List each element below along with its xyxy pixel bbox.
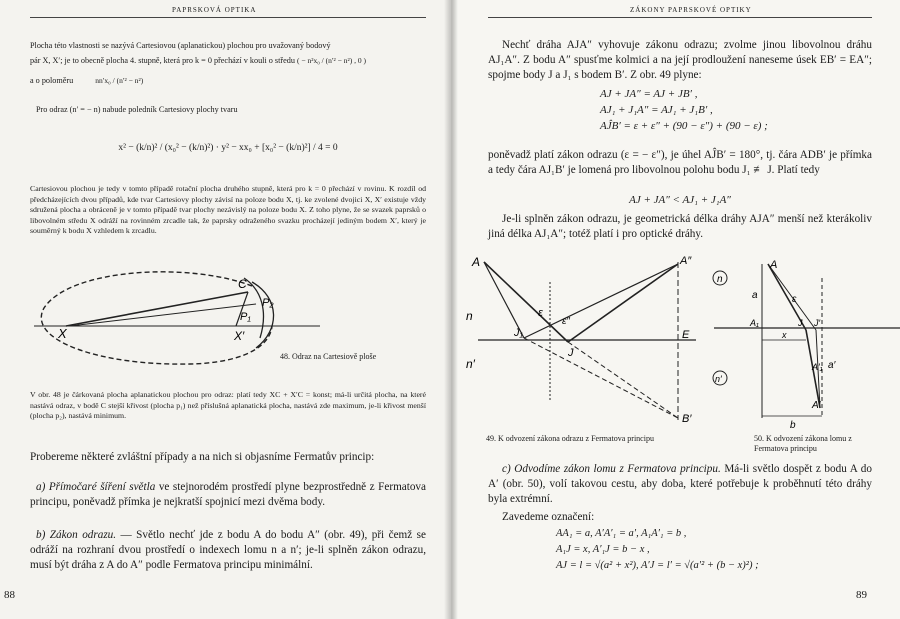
fig50-label-b: b: [790, 420, 796, 431]
fig49-ray-j1a2: [524, 264, 678, 338]
fig50-label-a-dim: a: [752, 290, 758, 301]
left-para-1: [30, 40, 426, 87]
right-eq2: AJ₁ + J₁A″ = AJ₁ + J₁B′ ,: [600, 104, 713, 116]
right-page-number: 89: [856, 589, 867, 601]
left-formula-radius: nn′x₀ / (n′² − n²): [95, 76, 144, 86]
fig48-label-xp: X′: [234, 329, 245, 343]
left-p7-text: — Světlo nechť jde z bodu A do bodu A″ (obr. 49), při čemž se odráží na rozhraní dvou prostředí o indexech lomu n a n′; je-li splněn zákon odrazu, musí být dráha z A do A″ podle Fermatova principu minimální.: [30, 529, 426, 572]
figure-49: [468, 252, 698, 430]
left-p7-label: b) Zákon odrazu.: [36, 529, 117, 541]
left-p1-line3: a o poloměru: [30, 76, 74, 86]
right-page: [450, 0, 900, 619]
right-p4-text: Má-li světlo dospět z bodu A do A′ (obr. 50), volí takovou cestu, aby doba, které potřebuje k proběhnutí této dráhy byla extrémní.: [488, 463, 872, 506]
figure-50: [712, 258, 900, 434]
left-p6-label: a) Přímočaré šíření světla: [36, 481, 156, 493]
left-para-6: [30, 480, 426, 510]
fig49-label-eps2: ε″: [562, 316, 570, 327]
left-running-head: PAPRSKOVÁ OPTIKA: [172, 6, 257, 14]
right-eq1: AJ + JA″ = AJ + JB′ ,: [600, 88, 698, 100]
fig49-label-j1: J₁: [514, 327, 523, 339]
fig48-ray-xc: [66, 292, 248, 326]
fig48-label-p2: P₂: [262, 297, 274, 309]
left-p1-line3-row: [30, 75, 426, 87]
book-gutter-shadow: [444, 0, 458, 619]
right-equations-2: [556, 526, 876, 574]
right-para-2: poněvadž platí zákon odrazu (ε = − ε″), je úhel AĴB′ = 180°, tj. čára ADB′ je přímka a tedy čára AJ₁B′ je lomená pro libovolnou polohu bodu J₁ ≢ J. Platí tedy: [488, 149, 872, 177]
fig50-label-ap: A′: [812, 400, 821, 411]
fig50-label-x: x: [782, 330, 787, 340]
left-para-2: Pro odraz (n′ = − n) nabude poledník Cartesiovy plochy tvaru: [36, 105, 238, 114]
right-eq7: AJ = l = √(a² + x²), A′J = l′ = √(a′² + (b − x)²) ;: [556, 560, 759, 571]
right-eq5: AA₁ = a, A′A′₁ = a′, A₁A′₁ = b ,: [556, 528, 687, 539]
fig50-label-j: J: [798, 318, 803, 328]
right-para-4: [488, 462, 872, 508]
fig50-label-eps: ε: [792, 294, 797, 305]
fig48-surface-p2: [252, 282, 274, 348]
fig48-label-p1: P₁: [240, 311, 251, 323]
right-p4-label: c) Odvodíme zákon lomu z Fermatova principu.: [502, 463, 721, 475]
fig48-label-x: X: [58, 326, 67, 341]
fig49-label-a: A: [472, 255, 481, 269]
right-eq6: A₁J = x, A′₁J = b − x ,: [556, 544, 650, 555]
fig50-label-np: n′: [715, 374, 722, 384]
right-head-rule: [488, 17, 872, 18]
fig49-label-a2: A″: [680, 255, 692, 267]
fig49-ray-aj: [484, 262, 568, 342]
left-p6-text: ve stejnorodém prostředí plyne bezprostředně z Fermatova principu, poněvadž přímka je nejkratší spojnicí mezi dvěma body.: [30, 481, 426, 509]
left-page-number: 88: [4, 589, 15, 601]
fig50-label-a: A: [770, 259, 778, 271]
fig49-label-j: J: [568, 347, 574, 359]
fig49-ray-ja2: [568, 264, 678, 342]
fig49-caption: 49. K odvození zákona odrazu z Fermatova principu: [486, 434, 654, 443]
left-equation-main: x² − (k/n)² / (x₀² − (k/n)²) · y² − xx₀ + [x₀² − (k/n)²] / 4 = 0: [118, 143, 338, 153]
left-p1-line2: pár X, X′; je to obecně plocha 4. stupně, která pro k = 0 přechází v kouli o středu: [30, 56, 295, 66]
right-para-1: Nechť dráha AJA″ vyhovuje zákonu odrazu; zvolme jinou libovolnou dráhu AJ₁A″. Z bodu A″ spusťme kolmici a na její prodloužení naneseme úsek EB′ = EA″; spojme body J a J₁ s bodem B′. Z obr. 49 plyne:: [488, 39, 872, 82]
left-para-3: Cartesiovou plochou je tedy v tomto případě rotační plocha druhého stupně, která pro k = 0 přechází v rovinu. K rozdíl od předcházejících dvou případů, kde tvar Cartesiovy plochy závisí na poloze bodu X, tj. ke zvolené dvojici X, X′ existuje vždy sdružená plocha a obráceně je v tomto případě tvar plochy nezávislý na poloze bodu X. Z toho plyne, že se svazek paprsků o libovolném středu X odráží na rovinném zrcadle tak, že paprsky odraženého svazku procházejí jediným bodem X′, který je souměrný k bodu X vzhledem k zrcadlu.: [30, 184, 426, 236]
right-para-5: Zavedeme označení:: [502, 511, 595, 523]
fig50-label-n: n: [717, 274, 723, 285]
left-p1-line2-row: [30, 55, 426, 67]
fig50-label-a1: A₁: [750, 318, 759, 328]
fig50-label-j1: J′: [814, 318, 821, 328]
fig48-caption: 48. Odraz na Cartesiově ploše: [280, 352, 377, 361]
fig49-label-eps: ε: [538, 307, 543, 319]
fig49-label-e: E: [682, 329, 690, 341]
left-para-4: V obr. 48 je čárkovaná plocha aplanatickou plochou pro odraz: platí tedy XC + X′C = konst; má-li určitá plocha, na které nastává odraz, v bodě C stejší křivost (plocha p₁) než příslušná aplanatická plocha, nastává zde maximum, je-li křivost menší (plocha p₂), nastává minimum.: [30, 390, 426, 421]
fig49-label-b: B′: [682, 413, 692, 425]
right-eq3: AĴB′ = ε + ε″ + (90 − ε″) + (90 − ε) ;: [600, 120, 768, 132]
left-p1-line1: Plocha této vlastnosti se nazývá Cartesiovou (aplanatickou) plochou pro uvažovaný bodový: [30, 41, 331, 50]
fig49-ray-j1b: [524, 338, 678, 418]
fig48-label-c: C: [238, 277, 247, 291]
left-formula-center: ( − n²x₀ / (n′² − n²) , 0 ): [296, 56, 367, 66]
fig50-label-ap1: A′₁: [812, 362, 823, 372]
left-head-rule: [30, 17, 426, 18]
fig49-ray-jb: [568, 342, 678, 418]
left-para-5: Probereme některé zvláštní případy a na nich si objasníme Fermatův princip:: [30, 451, 375, 463]
right-eq4: AJ + JA″ < AJ₁ + J₁A″: [629, 194, 731, 206]
left-para-7: [30, 528, 426, 574]
right-equations-1: [600, 86, 860, 134]
fig50-caption: 50. K odvození zákona lomu z Fermatova principu: [754, 434, 852, 453]
right-running-head: ZÁKONY PAPRSKOVÉ OPTIKY: [630, 6, 752, 14]
right-para-3: Je-li splněn zákon odrazu, je geometrická délka dráhy AJA″ menší než kterákoliv jiná délka AJ₁A″; totéž platí i pro optické dráhy.: [488, 213, 872, 241]
fig50-label-ap-dim: a′: [828, 360, 836, 371]
fig48-surface-p1: [244, 278, 263, 338]
fig49-label-n: n: [466, 309, 473, 323]
fig49-label-np: n′: [466, 357, 475, 371]
